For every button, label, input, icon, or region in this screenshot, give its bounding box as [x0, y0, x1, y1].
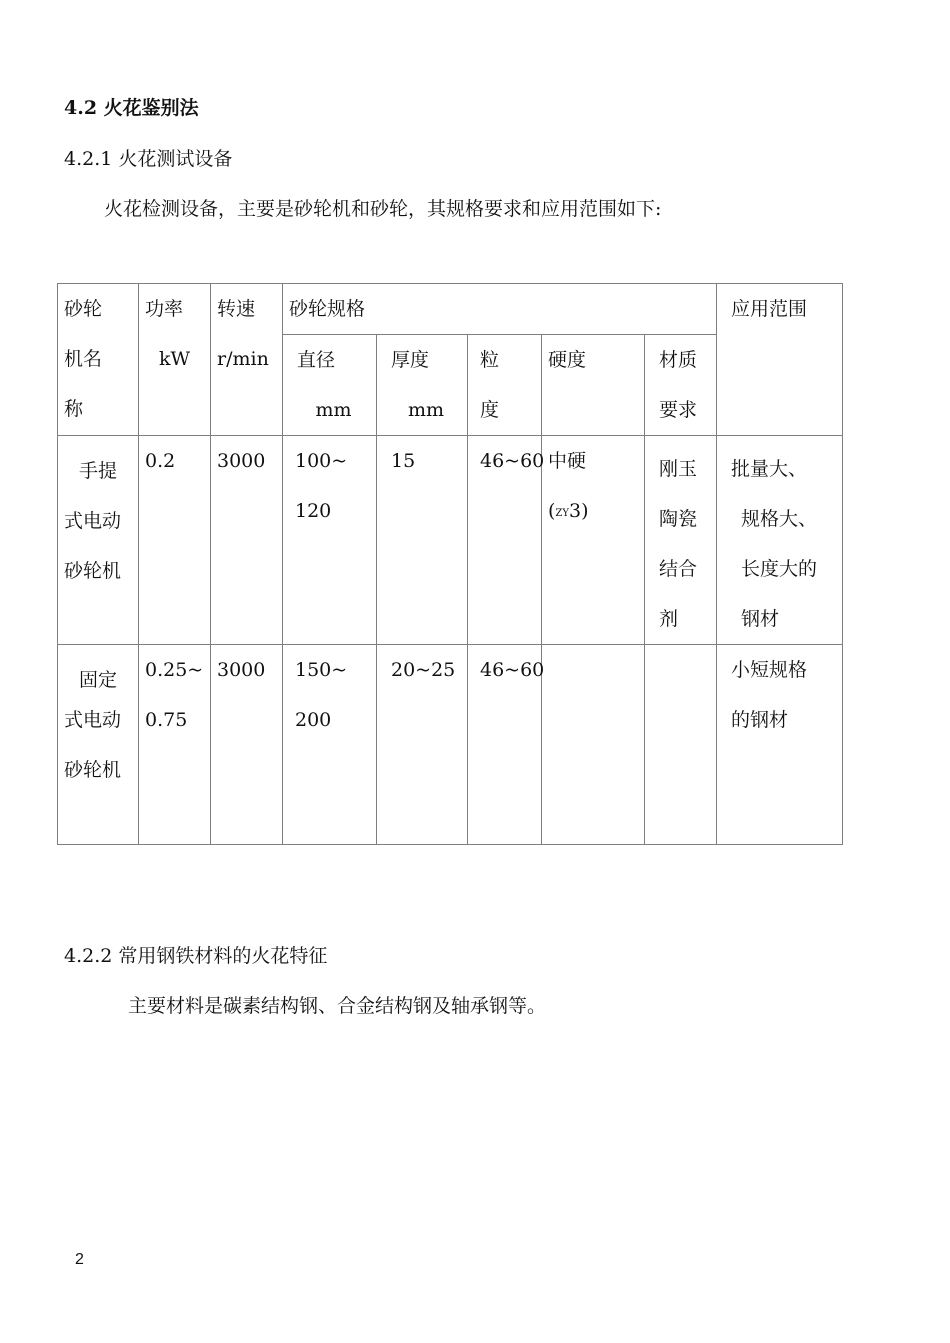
section-heading-4-2: 4.2 火花鉴别法 [64, 97, 199, 119]
table-row [58, 645, 843, 845]
cell-application: 批量大、 规格大、 长度大的 钢材 [717, 436, 843, 645]
table-header-row [58, 284, 843, 335]
cell-power: 0.2 [139, 436, 211, 645]
cell-material: 刚玉 陶瓷 结合 剂 [645, 436, 717, 645]
cell-material [645, 645, 717, 845]
header-diameter: 直径 mm [283, 335, 377, 436]
subsection-heading-4-2-1: 4.2.1 火花测试设备 [64, 148, 233, 170]
cell-machine-name: 手提 式电动 砂轮机 [58, 436, 139, 645]
header-power: 功率 kW [139, 284, 211, 436]
cell-machine-name: 固定 式电动 砂轮机 [58, 645, 139, 845]
header-thickness: 厚度 mm [377, 335, 468, 436]
cell-power: 0.25~ 0.75 [139, 645, 211, 845]
subsection-heading-4-2-2: 4.2.2 常用钢铁材料的火花特征 [64, 945, 328, 967]
table-row [58, 436, 843, 645]
cell-hardness [542, 645, 645, 845]
header-machine-name: 砂轮 机名 称 [58, 284, 139, 436]
cell-speed: 3000 [211, 645, 283, 845]
header-speed: 转速 r/min [211, 284, 283, 436]
cell-diameter: 150~ 200 [283, 645, 377, 845]
intro-paragraph: 火花检测设备，主要是砂轮机和砂轮，其规格要求和应用范围如下: [104, 198, 662, 220]
cell-speed: 3000 [211, 436, 283, 645]
grinder-spec-table [57, 283, 843, 845]
header-application: 应用范围 [717, 284, 843, 436]
cell-application: 小短规格 的钢材 [717, 645, 843, 845]
cell-grain: 46~60 [468, 436, 542, 645]
header-hardness: 硬度 [542, 335, 645, 436]
closing-paragraph: 主要材料是碳素结构钢、合金结构钢及轴承钢等。 [128, 995, 547, 1017]
cell-diameter: 100~ 120 [283, 436, 377, 645]
header-material: 材质 要求 [645, 335, 717, 436]
page-number: 2 [75, 1251, 84, 1268]
cell-grain: 46~60 [468, 645, 542, 845]
header-grain: 粒 度 [468, 335, 542, 436]
cell-thickness: 20~25 [377, 645, 468, 845]
cell-hardness: 中硬 (ZY3) [542, 436, 645, 645]
cell-thickness: 15 [377, 436, 468, 645]
header-wheel-spec: 砂轮规格 [283, 284, 717, 335]
